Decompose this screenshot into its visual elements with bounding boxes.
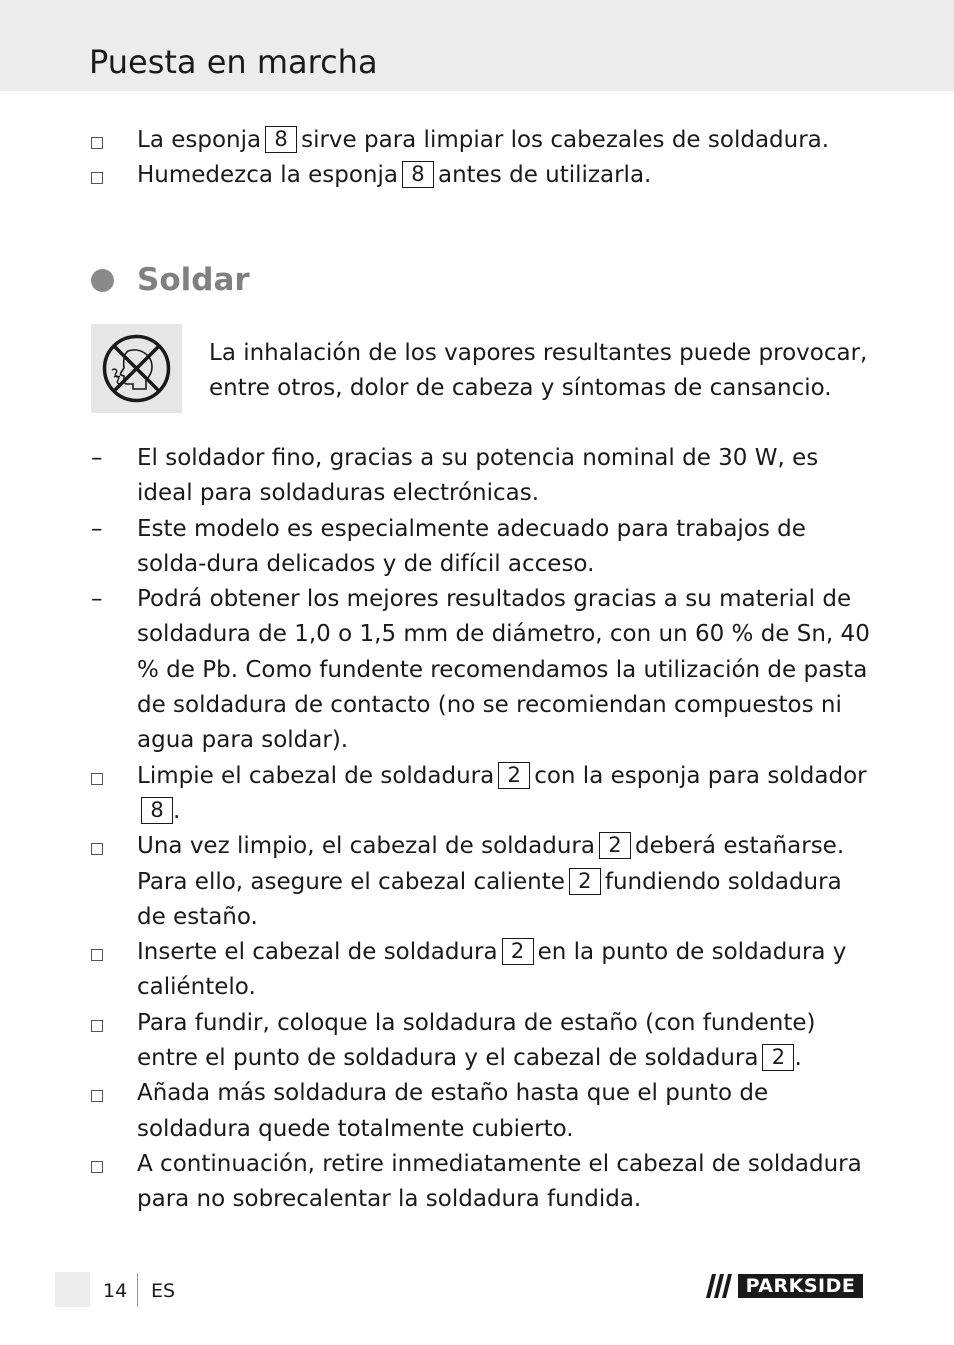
list-item-step xyxy=(137,935,877,1006)
square-icon xyxy=(91,843,103,855)
list-item-step xyxy=(137,158,877,193)
part-reference-number: 2 xyxy=(498,762,530,789)
list-item-text: Inserte el cabezal de soldadura xyxy=(137,939,498,966)
list-item-text: El soldador fino, gracias a su potencia nominal de 30 W, es ideal para soldaduras electrónicas. xyxy=(137,445,819,507)
list-item-text: antes de utilizarla. xyxy=(437,162,652,189)
list-item-text: La esponja xyxy=(137,127,262,153)
section-title: Soldar xyxy=(137,262,250,298)
part-reference-number: 8 xyxy=(402,161,434,188)
checkbox-bullet-icon xyxy=(91,829,111,864)
list-item-text: . xyxy=(173,797,181,824)
list-item-step xyxy=(137,1006,877,1077)
brand-name: PARKSIDE xyxy=(738,1274,863,1298)
list-item-text: deberá estañarse. Para ello, asegure el cabezal caliente xyxy=(137,833,845,895)
brand-logo xyxy=(706,1274,863,1298)
square-icon xyxy=(91,1161,103,1173)
square-icon xyxy=(91,1090,103,1102)
list-item-text: . xyxy=(794,1045,802,1072)
list-item-text: Añada más soldadura de estaño hasta que el punto de soldadura quede totalmente cubierto. xyxy=(137,1080,769,1142)
language-code: ES xyxy=(151,1280,176,1302)
list-item-text: en la punto de soldadura y caliéntelo. xyxy=(137,939,847,1001)
list-item-text: Para fundir, coloque la soldadura de estaño (con fundente) entre el punto de soldadura y el cabezal de soldadura xyxy=(137,1009,816,1072)
list-item-step xyxy=(137,759,877,830)
square-icon xyxy=(91,172,103,184)
checkbox-bullet-icon xyxy=(91,1147,111,1182)
list-item-text: fundiendo soldadura de estaño. xyxy=(137,868,842,930)
list-item-note xyxy=(91,441,877,512)
footer-divider xyxy=(137,1273,138,1307)
part-reference-number: 2 xyxy=(502,938,534,965)
part-reference-number: 2 xyxy=(762,1044,794,1071)
list-item-text: Este modelo es especialmente adecuado para trabajos de solda-dura delicados y de difícil acceso. xyxy=(137,515,806,577)
dash-bullet-icon: – xyxy=(91,586,103,613)
list-item-step xyxy=(137,1076,877,1147)
part-reference-number: 8 xyxy=(141,797,173,824)
no-inhale-fumes-icon xyxy=(91,324,182,413)
dash-bullet-icon: – xyxy=(91,445,103,471)
footer-box xyxy=(55,1272,90,1307)
list-item-text: Limpie el cabezal de soldadura xyxy=(137,762,495,789)
page-title: Puesta en marcha xyxy=(89,43,378,81)
part-reference-number: 2 xyxy=(569,868,601,895)
brand-stripes-icon xyxy=(706,1274,738,1298)
square-icon xyxy=(91,1020,103,1032)
warning-text: La inhalación de los vapores resultantes puede provocar, entre otros, dolor de cabeza y síntomas de cansancio. xyxy=(209,340,868,402)
part-reference-number: 8 xyxy=(265,126,297,153)
checkbox-bullet-icon xyxy=(91,759,111,794)
section-bullet-icon xyxy=(91,269,114,292)
checkbox-bullet-icon xyxy=(91,123,111,158)
part-reference-number: 2 xyxy=(599,832,631,859)
list-item-note xyxy=(91,582,877,758)
checkbox-bullet-icon xyxy=(91,1006,111,1041)
list-item-text: Humedezca la esponja xyxy=(137,162,398,189)
checkbox-bullet-icon xyxy=(91,1076,111,1111)
intro-step-list xyxy=(137,123,877,194)
list-item-text: con la esponja para soldador xyxy=(534,762,867,789)
square-icon xyxy=(91,773,103,785)
checkbox-bullet-icon xyxy=(91,935,111,970)
list-item-step xyxy=(137,123,877,158)
list-item-step xyxy=(137,1147,877,1218)
dash-bullet-icon: – xyxy=(91,515,103,542)
list-item-text: sirve para limpiar los cabezales de soldadura. xyxy=(301,127,830,153)
checkbox-bullet-icon xyxy=(91,158,111,193)
page-number: 14 xyxy=(103,1280,128,1302)
list-item-step xyxy=(137,829,877,935)
list-item-text: Una vez limpio, el cabezal de soldadura xyxy=(137,833,595,860)
list-item-text: A continuación, retire inmediatamente el cabezal de soldadura para no sobrecalentar la soldadura fundida. xyxy=(137,1150,862,1213)
square-icon xyxy=(91,949,103,961)
list-item-text: Podrá obtener los mejores resultados gracias a su material de soldadura de 1,0 o 1,5 mm de diámetro, con un 60 % de Sn, 40 % de Pb. Como fundente recomendamos la utilización de pasta de soldadura de contacto (no se recomiendan compuestos ni agua para soldar). xyxy=(137,586,870,754)
square-icon xyxy=(91,137,103,149)
instruction-list xyxy=(91,441,877,1218)
list-item-note xyxy=(91,512,877,583)
